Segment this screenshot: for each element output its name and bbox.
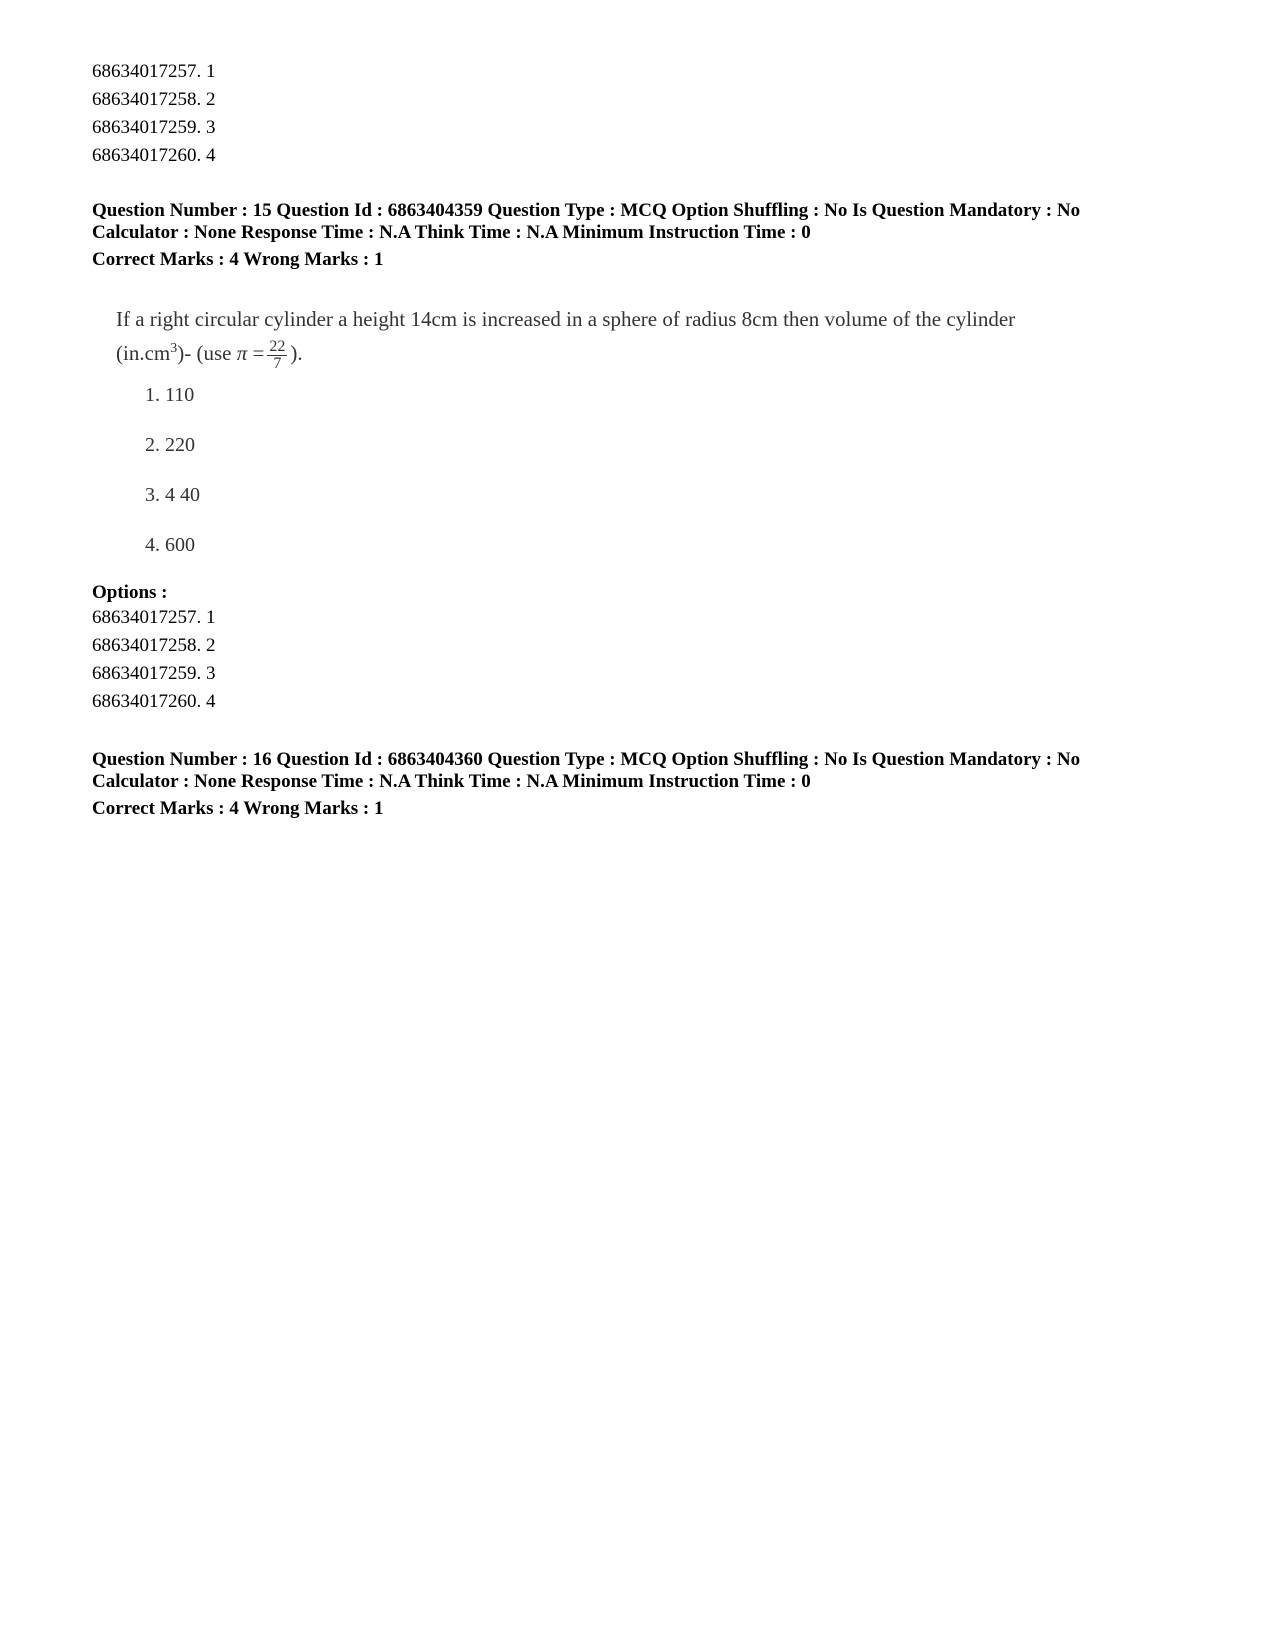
fraction-denominator: 7 <box>273 354 282 372</box>
previous-options-list <box>92 58 216 170</box>
question-16-header-line2: Calculator : None Response Time : N.A Think Time : N.A Minimum Instruction Time : 0 <box>92 771 811 792</box>
choice-4: 4. 600 <box>145 534 195 556</box>
question-15-header-line1: Question Number : 15 Question Id : 6863404359 Question Type : MCQ Option Shuffling : No Is Question Mandatory : No <box>92 200 1081 221</box>
option-item: 68634017257. 1 <box>92 61 216 82</box>
option-item: 68634017258. 2 <box>92 635 216 656</box>
option-item: 68634017260. 4 <box>92 145 216 166</box>
units-text: (in.cm <box>116 341 171 365</box>
question-16-header-line1: Question Number : 16 Question Id : 6863404360 Question Type : MCQ Option Shuffling : No Is Question Mandatory : No <box>92 749 1081 770</box>
use-text: )- (use <box>177 341 237 365</box>
units-superscript: 3 <box>170 341 178 356</box>
choice-3: 3. 4 40 <box>145 484 200 506</box>
option-item: 68634017260. 4 <box>92 691 216 712</box>
pi-symbol: π <box>236 341 248 365</box>
question-15-text-line2 <box>116 336 1015 372</box>
question-16-marks: Correct Marks : 4 Wrong Marks : 1 <box>92 798 384 819</box>
equals-sign: = <box>247 341 265 365</box>
question-15-text <box>116 306 1015 372</box>
question-15-text-line1: If a right circular cylinder a height 14cm is increased in a sphere of radius 8cm then volume of the cylinder <box>116 307 1016 331</box>
option-item: 68634017257. 1 <box>92 607 216 628</box>
choice-1: 1. 110 <box>145 384 195 406</box>
question-15-marks: Correct Marks : 4 Wrong Marks : 1 <box>92 249 384 270</box>
question-15-header-line2: Calculator : None Response Time : N.A Think Time : N.A Minimum Instruction Time : 0 <box>92 222 811 243</box>
option-item: 68634017259. 3 <box>92 117 216 138</box>
option-item: 68634017259. 3 <box>92 663 216 684</box>
choice-2: 2. 220 <box>145 434 195 456</box>
option-item: 68634017258. 2 <box>92 89 216 110</box>
closing-text: ). <box>290 341 303 365</box>
fraction-numerator: 22 <box>269 337 286 355</box>
question-15-options-list <box>92 604 216 716</box>
fraction-22-over-7 <box>267 339 287 372</box>
options-label: Options : <box>92 582 168 603</box>
